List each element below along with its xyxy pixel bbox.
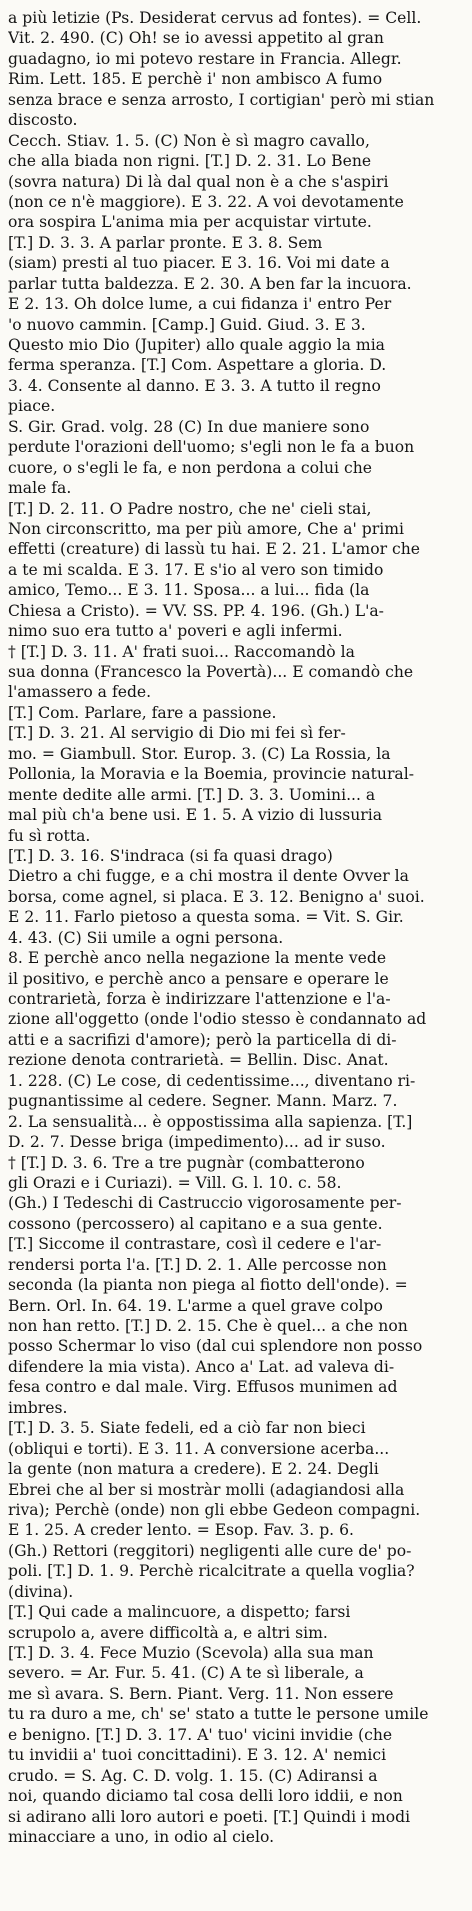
text-line: minacciare a uno, in odio al cielo.: [8, 1827, 275, 1846]
text-line: seconda (la pianta non piega al fiotto dell'onde). =: [8, 1276, 408, 1295]
text-line: Pollonia, la Moravia e la Boemia, provincie natural-: [8, 765, 414, 784]
text-line: guadagno, io mi potevo restare in Francia. Allegr.: [8, 49, 402, 68]
text-line: zione all'oggetto (onde l'odio stesso è condannato ad: [8, 1010, 427, 1029]
text-line: male fa.: [8, 479, 72, 498]
text-line: fu sì rotta.: [8, 826, 91, 845]
text-line: Questo mio Dio (Jupiter) allo quale aggio la mia: [8, 336, 385, 354]
text-line: che alla biada non rigni. [T.] D. 2. 31. Lo Bene: [8, 152, 372, 171]
text-line: (sovra natura) Di là dal qual non è a che s'aspiri: [8, 172, 389, 191]
text-line: (non ce n'è maggiore). E 3. 22. A voi devotamente: [8, 192, 404, 211]
text-line: Rim. Lett. 185. E perchè i' non ambisco A fumo: [8, 70, 383, 89]
text-line: ora sospira L'anima mia per acquistar virtute.: [8, 213, 372, 232]
text-line: tu ra duro a me, ch' se' stato a tutte le persone umile: [8, 1705, 429, 1724]
text-line: [T.] D. 3. 5. Siate fedeli, ed a ciò far non bieci: [8, 1419, 366, 1438]
text-line: contrarietà, forza è indirizzare l'attenzione e l'a-: [8, 990, 391, 1008]
text-line: mente dedite alle armi. [T.] D. 3. 3. Uomini... a: [8, 785, 376, 804]
text-line: E 1. 25. A creder lento. = Esop. Fav. 3. p. 6.: [8, 1521, 354, 1540]
text-line: (divina).: [8, 1582, 74, 1601]
text-line: severo. = Ar. Fur. 5. 41. (C) A te sì liberale, a: [8, 1664, 364, 1683]
text-line: parlar tutta baldezza. E 2. 30. A ben far la incuora.: [8, 274, 412, 293]
text-line: [T.] Qui cade a malincuore, a dispetto; farsi: [8, 1603, 351, 1622]
text-line: difendere la mia vista). Anco a' Lat. ad valeva di-: [8, 1357, 395, 1376]
text-line: [T.] D. 2. 11. O Padre nostro, che ne' cieli stai,: [8, 499, 372, 518]
text-line: [T.] D. 3. 16. S'indraca (si fa quasi drago): [8, 846, 333, 865]
text-line: [T.] D. 3. 21. Al servigio di Dio mi fei sì fer-: [8, 724, 346, 743]
text-line: Non circonscritto, ma per più amore, Che a' primi: [8, 519, 404, 538]
text-line: (obliqui e torti). E 3. 11. A conversione acerba...: [8, 1439, 390, 1458]
text-line: discosto.: [8, 111, 78, 130]
text-line: mal più ch'a bene usi. E 1. 5. A vizio di lussuria: [8, 806, 383, 825]
text-line: rendersi porta l'a. [T.] D. 2. 1. Alle percosse non: [8, 1255, 387, 1274]
text-line: E 2. 11. Farlo pietoso a questa soma. = Vit. S. Gir.: [8, 908, 404, 927]
text-line: Dietro a chi fugge, e a chi mostra il dente Ovver la: [8, 867, 409, 886]
text-line: e benigno. [T.] D. 3. 17. A' tuo' vicini invidie (che: [8, 1725, 393, 1744]
text-line: borsa, come agnel, si placa. E 3. 12. Benigno a' suoi.: [8, 887, 425, 906]
text-line: 2. La sensualità... è oppostissima alla sapienza. [T.]: [8, 1112, 413, 1131]
text-line: Vit. 2. 490. (C) Oh! se io avessi appetito al gran: [8, 29, 384, 48]
text-line: Ebrei che al ber si mostràr molli (adagiandosi alla: [8, 1480, 405, 1499]
text-line: imbres.: [8, 1398, 68, 1417]
text-line: [T.] Com. Parlare, fare a passione.: [8, 703, 277, 722]
text-line: pugnantissime al cedere. Segner. Mann. Marz. 7.: [8, 1092, 398, 1111]
text-line: fesa contro e dal male. Virg. Effusos munimen ad: [8, 1378, 398, 1397]
text-line: cossono (percossero) al capitano e a sua gente.: [8, 1214, 383, 1233]
text-line: 4. 43. (C) Sii umile a ogni persona.: [8, 928, 284, 947]
text-line: senza brace e senza arrosto, I cortigian' però mi stian: [8, 90, 435, 109]
text-line: scrupolo a, avere difficoltà a, e altri sim.: [8, 1623, 328, 1642]
text-line: noi, quando diciamo tal cosa delli loro iddii, e non: [8, 1787, 403, 1806]
text-line: 'o nuovo cammin. [Camp.] Guid. Giud. 3. E 3.: [8, 315, 366, 334]
text-line: crudo. = S. Ag. C. D. volg. 1. 15. (C) Adiransi a: [8, 1766, 378, 1785]
text-line: non han retto. [T.] D. 2. 15. Che è quel... a che non: [8, 1317, 408, 1335]
text-line: S. Gir. Grad. volg. 28 (C) In due maniere sono: [8, 417, 370, 436]
text-line: la gente (non matura a credere). E 2. 24. Degli: [8, 1460, 379, 1479]
text-line: l'amassero a fede.: [8, 683, 152, 702]
text-line: si adirano alli loro autori e poeti. [T.] Quindi i modi: [8, 1807, 411, 1826]
text-line: me sì avara. S. Bern. Piant. Verg. 11. Non essere: [8, 1684, 394, 1703]
text-line: a più letizie (Ps. Desiderat cervus ad fontes). = Cell.: [8, 9, 422, 27]
text-line: gli Orazi e i Curiazi). = Vill. G. l. 10. c. 58.: [8, 1173, 342, 1192]
text-line: [T.] D. 3. 3. A parlar pronte. E 3. 8. Sem: [8, 233, 323, 252]
text-line: posso Schermar lo viso (dal cui splendore non posso: [8, 1337, 423, 1356]
text-line: (siam) presti al tuo piacer. E 3. 16. Voi mi date a: [8, 254, 390, 273]
text-line: 8. E perchè anco nella negazione la mente vede: [8, 949, 387, 968]
text-line: Cecch. Stiav. 1. 5. (C) Non è sì magro cavallo,: [8, 131, 370, 150]
text-line: effetti (creature) di lassù tu hai. E 2. 21. L'amor che: [8, 540, 421, 559]
text-line: riva); Perchè (onde) non gli ebbe Gedeon compagni.: [8, 1500, 421, 1519]
text-line: perdute l'orazioni dell'uomo; s'egli non le fa a buon: [8, 438, 415, 457]
text-line: D. 2. 7. Desse briga (impedimento)... ad ir suso.: [8, 1133, 386, 1152]
text-line: cuore, o s'egli le fa, e non perdona a colui che: [8, 458, 372, 477]
text-line: [T.] Siccome il contrastare, così il cedere e l'ar-: [8, 1235, 382, 1254]
text-line: † [T.] D. 3. 11. A' frati suoi... Raccomandò la: [8, 642, 355, 661]
text-line: amico, Temo... E 3. 11. Sposa... a lui... fida (la: [8, 581, 370, 600]
text-line: atti e a sacrifizi d'amore); però la particella di di-: [8, 1030, 397, 1049]
text-line: [T.] D. 3. 4. Fece Muzio (Scevola) alla sua man: [8, 1644, 374, 1662]
text-line: Chiesa a Cristo). = VV. SS. PP. 4. 196. (Gh.) L'a-: [8, 601, 384, 620]
text-line: 3. 4. Consente al danno. E 3. 3. A tutto il regno: [8, 376, 381, 395]
text-line: mo. = Giambull. Stor. Europ. 3. (C) La Rossia, la: [8, 744, 391, 763]
text-line: rezione denota contrarietà. = Bellin. Disc. Anat.: [8, 1051, 389, 1070]
text-line: a te mi scalda. E 3. 17. E s'io al vero son timido: [8, 560, 384, 579]
text-line: il positivo, e perchè anco a pensare e operare le: [8, 969, 389, 988]
text-line: piace.: [8, 397, 56, 416]
text-line: nimo suo era tutto a' poveri e agli infermi.: [8, 622, 343, 641]
text-line: poli. [T.] D. 1. 9. Perchè ricalcitrate a quella voglia?: [8, 1562, 415, 1581]
text-line: (Gh.) I Tedeschi di Castruccio vigorosamente per-: [8, 1194, 402, 1213]
text-line: E 2. 13. Oh dolce lume, a cui fidanza i' entro Per: [8, 295, 392, 314]
text-line: 1. 228. (C) Le cose, di cedentissime..., diventano ri-: [8, 1071, 416, 1090]
text-line: ferma speranza. [T.] Com. Aspettare a gloria. D.: [8, 356, 387, 375]
text-line: tu invidii a' tuoi concittadini). E 3. 12. A' nemici: [8, 1746, 387, 1765]
text-line: (Gh.) Rettori (reggitori) negligenti alle cure de' po-: [8, 1541, 412, 1560]
text-line: † [T.] D. 3. 6. Tre a tre pugnàr (combatterono: [8, 1153, 365, 1172]
text-line: Bern. Orl. In. 64. 19. L'arme a quel grave colpo: [8, 1296, 383, 1315]
text-line: sua donna (Francesco la Povertà)... E comandò che: [8, 663, 414, 681]
